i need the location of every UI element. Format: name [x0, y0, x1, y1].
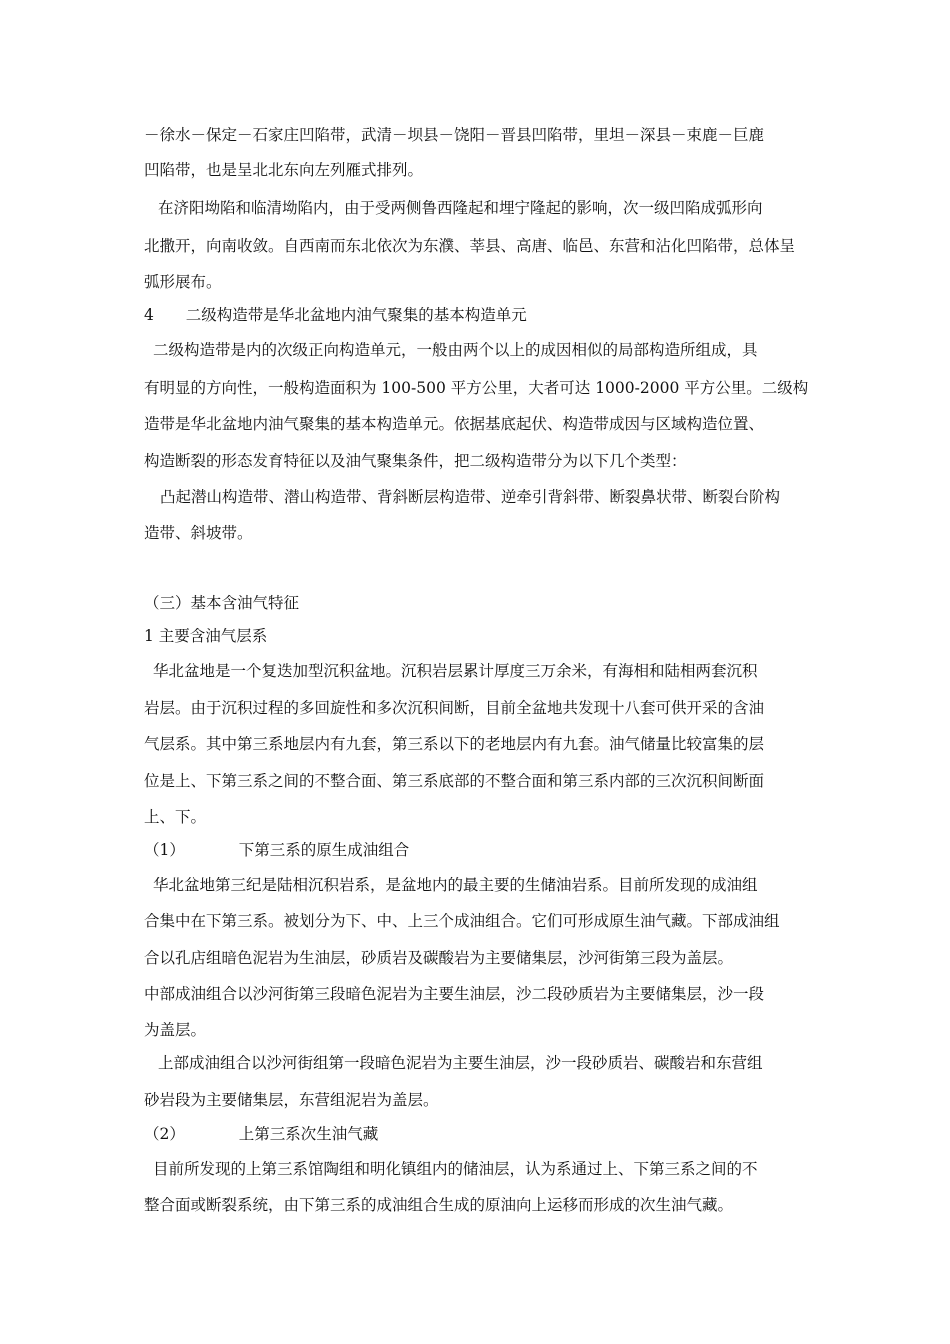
body-line: －徐水－保定－石家庄凹陷带，武清－坝县－饶阳－晋县凹陷带，里坦－深县－束鹿－巨鹿	[144, 126, 765, 144]
body-line: 凹陷带，也是呈北北东向左列雁式排列。	[144, 161, 424, 179]
section-title: 二级构造带是华北盆地内油气聚集的基本构造单元	[185, 306, 527, 324]
item-number: （2）	[144, 1125, 185, 1143]
body-line: 岩层。由于沉积过程的多回旋性和多次沉积间断，目前全盆地共发现十八套可供开采的含油	[144, 699, 765, 717]
body-line: 上部成油组合以沙河街组第一段暗色泥岩为主要生油层，沙一段砂质岩、碳酸岩和东营组	[158, 1054, 763, 1072]
body-line: 北撒开，向南收敛。自西南而东北依次为东濮、莘县、高唐、临邑、东营和沾化凹陷带，总体呈	[144, 237, 796, 255]
body-line: 有明显的方向性，一般构造面积为 100-500 平方公里，大者可达 1000-2000 平方公里。二级构	[144, 379, 809, 397]
body-line: 整合面或断裂系统，由下第三系的成油组合生成的原油向上运移而形成的次生油气藏。	[144, 1196, 734, 1214]
body-line: 凸起潜山构造带、潜山构造带、背斜断层构造带、逆牵引背斜带、断裂鼻状带、断裂台阶构	[160, 488, 781, 506]
item-title: 下第三系的原生成油组合	[238, 841, 410, 859]
body-line: 中部成油组合以沙河街第三段暗色泥岩为主要生油层，沙二段砂质岩为主要储集层，沙一段	[144, 985, 765, 1003]
body-line: 目前所发现的上第三系馆陶组和明化镇组内的储油层，认为系通过上、下第三系之间的不	[153, 1160, 758, 1178]
body-line: 砂岩段为主要储集层，东营组泥岩为盖层。	[144, 1091, 439, 1109]
body-line: 气层系。其中第三系地层内有九套，第三系以下的老地层内有九套。油气储量比较富集的层	[144, 735, 765, 753]
body-line: 造带是华北盆地内油气聚集的基本构造单元。依据基底起伏、构造带成因与区域构造位置、	[144, 415, 765, 433]
body-line: 二级构造带是内的次级正向构造单元，一般由两个以上的成因相似的局部构造所组成，具	[153, 341, 758, 359]
item-title: 上第三系次生油气藏	[238, 1125, 379, 1143]
item-heading	[144, 1124, 808, 1144]
item-number: （1）	[144, 841, 185, 859]
body-line: 造带、斜坡带。	[144, 524, 253, 542]
body-line: 弧形展布。	[144, 273, 222, 291]
body-line: 华北盆地是一个复迭加型沉积盆地。沉积岩层累计厚度三万余米，有海相和陆相两套沉积	[153, 662, 758, 680]
subsection-heading: 1 主要含油气层系	[144, 627, 268, 645]
section-heading	[144, 305, 808, 325]
item-heading	[144, 840, 808, 860]
body-line: 合集中在下第三系。被划分为下、中、上三个成油组合。它们可形成原生油气藏。下部成油组	[144, 912, 780, 930]
body-line: 为盖层。	[144, 1021, 207, 1039]
body-line: 合以孔店组暗色泥岩为生油层，砂质岩及碳酸岩为主要储集层，沙河街第三段为盖层。	[144, 949, 734, 967]
body-line: 华北盆地第三纪是陆相沉积岩系，是盆地内的最主要的生储油岩系。目前所发现的成油组	[153, 876, 758, 894]
body-line: 构造断裂的形态发育特征以及油气聚集条件，把二级构造带分为以下几个类型：	[144, 452, 687, 470]
section-number: 4	[144, 306, 154, 324]
body-line: 位是上、下第三系之间的不整合面、第三系底部的不整合面和第三系内部的三次沉积间断面	[144, 772, 765, 790]
section-heading: （三）基本含油气特征	[144, 594, 300, 612]
body-line: 上、下。	[144, 808, 207, 826]
body-line: 在济阳坳陷和临清坳陷内，由于受两侧鲁西隆起和埋宁隆起的影响，次一级凹陷成弧形向	[158, 199, 763, 217]
